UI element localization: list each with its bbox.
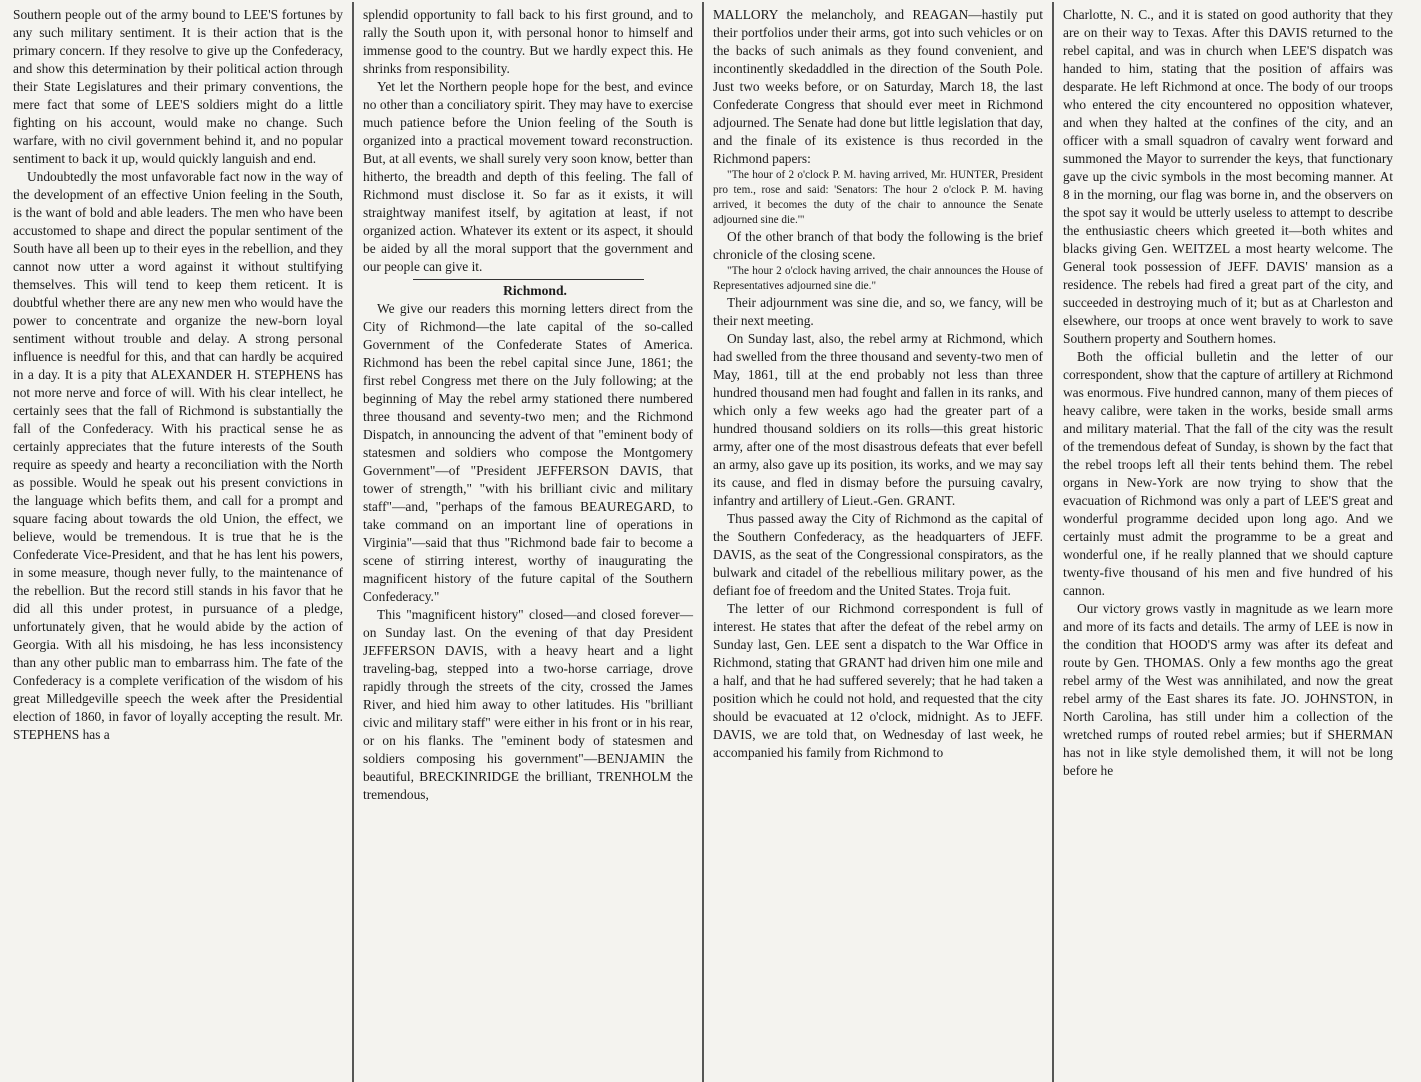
paragraph: The letter of our Richmond correspondent is full of interest. He states that after the defeat of the rebel army on Sunday last, Gen. LEE sent a dispatch to the War Office in Richmond, stating that GRANT had driven him one mile and a half, and that he had suffered severely; that he had taken a position which he could not hold, and requested that the city should be evacuated at 12 o'clock, midnight. As to JEFF. DAVIS, we are told that, on Wednesday of last week, he accompanied his family from Richmond to [713, 601, 1043, 760]
section-rule [413, 279, 644, 280]
column-3 [704, 2, 1052, 1080]
quotation: "The hour 2 o'clock having arrived, the chair announces the House of Representatives adjourned sine die." [713, 265, 1043, 292]
column-4 [1054, 2, 1402, 1080]
paragraph: This "magnificent history" closed—and closed forever—on Sunday last. On the evening of that day President JEFFERSON DAVIS, with a heavy heart and a light traveling-bag, stepped into a two-horse carriage, drove rapidly through the streets of the city, crossed the James River, and hied him away to other latitudes. His "brilliant civic and military staff" were either in his front or in his rear, or on his flanks. The "eminent body of statesmen and soldiers composing his government"—BENJAMIN the beautiful, BRECKINRIDGE the brilliant, TRENHOLM the tremendous, [363, 607, 693, 802]
article-heading: Richmond. [503, 283, 567, 298]
paragraph: Southern people out of the army bound to LEE'S fortunes by any such military sentiment. It is their action that is the primary concern. If they resolve to give up the Confederacy, and show this determination by their political action through their State Legislatures and their primary conventions, the mere fact that some of LEE'S soldiers might do a little fighting on his account, would make no change. Such warfare, with no civil government behind it, and no popular sentiment to back it up, would quickly languish and end. [13, 7, 343, 166]
paragraph: On Sunday last, also, the rebel army at Richmond, which had swelled from the three thousand and seventy-two men of May, 1861, till at the end probably not less than three hundred thousand men had fought and fallen in its ranks, and which only a few weeks ago had the greater part of a hundred thousand soldiers on its rolls—this great historic army, after one of the most disastrous defeats that ever befell an army, also gave up its position, its works, and we may say its cause, and fled in dismay before the pursuing cavalry, infantry and artillery of Lieut.-Gen. GRANT. [713, 331, 1043, 508]
paragraph: Yet let the Northern people hope for the best, and evince no other than a conciliatory spirit. They may have to exercise much patience before the Union feeling of the South is organized into a practical movement toward reconstruction. But, at all events, we shall surely very soon know, better than hitherto, the breadth and depth of this feeling. The fall of Richmond must disclose it. So far as it exists, it will straightway manifest itself, by agitation at least, if not organized action. Whatever its extent or its aspect, it should be aided by all the moral support that the government and our people can give it. [363, 79, 693, 274]
column-1 [4, 2, 352, 1080]
paragraph: Undoubtedly the most unfavorable fact now in the way of the development of an effective Union feeling in the South, is the want of bold and able leaders. The men who have been accustomed to shape and direct the popular sentiment of the South have all been up to their eyes in the rebellion, and they cannot now utter a word against it without stultifying themselves. This will tend to keep them reticent. It is doubtful whether there are any new men who would have the power to concentrate and organize the new-born loyal sentiment without trouble and delay. A strong personal influence is needful for this, and that can hardly be acquired in a day. It is a pity that ALEXANDER H. STEPHENS has not more nerve and force of will. With his clear intellect, he certainly sees that the fall of Richmond is substantially the fall of the Confederacy. With his practical sense he as certainly appreciates that the future interests of the South require as speedy and hearty a reconciliation with the North as possible. Would he speak out his present convictions in the language which befits them, and call for a prompt and square facing about towards the old Union, the effect, we believe, would be tremendous. It is true that he is the Confederate Vice-President, and that he has lent his powers, in some measure, though never fully, to the maintenance of the rebellion. But the record still stands in his favor that he did all this under protest, in pursuance of a pledge, unfortunately given, that he would abide by the action of Georgia. With all his misdoing, he has less inconsistency than any other public man to embarrass him. The fate of the Confederacy is a complete verification of the wisdom of his great Milledgeville speech the week after the Presidential election of 1860, in favor of loyally accepting the result. Mr. STEPHENS has a [13, 169, 343, 742]
paragraph: Thus passed away the City of Richmond as the capital of the Southern Confederacy, as the headquarters of JEFF. DAVIS, as the seat of the Congressional conspirators, as the bulwark and citadel of the rebellious military power, as the defiant foe of freedom and the United States. Troja fuit. [713, 511, 1043, 598]
paragraph: Their adjournment was sine die, and so, we fancy, will be their next meeting. [713, 295, 1043, 328]
paragraph: splendid opportunity to fall back to his first ground, and to rally the South upon it, with personal honor to himself and immense good to the country. But we hardly expect this. He shrinks from responsibility. [363, 7, 693, 76]
paragraph: Both the official bulletin and the letter of our correspondent, show that the capture of artillery at Richmond was enormous. Five hundred cannon, many of them pieces of heavy calibre, were taken in the works, beside small arms and military material. That the fall of the city was the result of the tremendous defeat of Sunday, is shown by the fact that the rebel troops left all their tents behind them. The rebel organs in New-York are now trying to show that the evacuation of Richmond was only a part of LEE'S great and wonderful programme decided upon long ago. And we certainly must admit the programme to be a great and wonderful one, if he really planned that we should capture twenty-five thousand of his men and five hundred of his cannon. [1063, 349, 1393, 598]
column-divider [352, 2, 354, 1082]
quotation: "The hour of 2 o'clock P. M. having arrived, Mr. HUNTER, President pro tem., rose and said: 'Senators: The hour 2 o'clock P. M. having arrived, it becomes the duty of the chair to announce the Senate adjourned sine die.'" [713, 169, 1043, 226]
paragraph: Of the other branch of that body the following is the brief chronicle of the closing scene. [713, 229, 1043, 262]
paragraph: We give our readers this morning letters direct from the City of Richmond—the late capital of the so-called Government of the Confederate States of America. Richmond has been the rebel capital since June, 1861; the first rebel Congress met there on the July following; at the beginning of May the rebel army stationed there numbered three thousand and seventy-two men; and the Richmond Dispatch, in announcing the advent of that "eminent body of statesmen and soldiers who compose the Montgomery Government"—of "President JEFFERSON DAVIS, that tower of strength," "with his brilliant civic and military staff"—and, "perhaps of the famous BEAUREGARD, to take command on an important line of operations in Virginia"—said that thus "Richmond bade fair to become a scene of stirring interest, worthy of inaugurating the magnificent history of the future capital of the Southern Confederacy." [363, 301, 693, 604]
paragraph: MALLORY the melancholy, and REAGAN—hastily put their portfolios under their arms, got into such vehicles or on the backs of such animals as they found convenient, and incontinently skedaddled in the direction of the South Pole. Just two weeks before, or on Saturday, March 18, the last Confederate Congress that should ever meet in Richmond adjourned. The Senate had done but little legislation that day, and the finale of its existence is thus recorded in the Richmond papers: [713, 7, 1043, 166]
paragraph: Our victory grows vastly in magnitude as we learn more and more of its facts and details. The army of LEE is now in the condition that HOOD'S army was after its defeat and route by Gen. THOMAS. Only a few months ago the great rebel army of the West was annihilated, and now the great rebel army of the East shares its fate. JO. JOHNSTON, in North Carolina, has still under him a collection of the wretched rumps of routed rebel armies; but if SHERMAN has not in like style demolished them, it will not be long before he [1063, 601, 1393, 778]
column-divider [702, 2, 704, 1082]
column-2 [354, 2, 702, 1080]
column-divider [1052, 2, 1054, 1082]
paragraph: Charlotte, N. C., and it is stated on good authority that they are on their way to Texas. After this DAVIS returned to the rebel capital, and was in church when LEE'S dispatch was handed to him, stating that the position of affairs was desparate. He left Richmond at once. The body of our troops who entered the city encountered no opposition whatever, and when they halted at the confines of the city, and an officer with a small squadron of cavalry went forward and summoned the Mayor to surrender the keys, that functionary gave up the civic symbols in the most becoming manner. At 8 in the morning, our flag was borne in, and the observers on the spot say it would be utterly useless to attempt to describe the enthusiastic cheers which greeted it—both whites and blacks giving Gen. WEITZEL a most hearty welcome. The General took possession of JEFF. DAVIS' mansion as a residence. The rebels had fired a great part of the city, and succeeded in destroying much of it; but as at Charleston and elsewhere, our troops at once went bravely to work to save Southern property and Southern homes. [1063, 7, 1393, 346]
